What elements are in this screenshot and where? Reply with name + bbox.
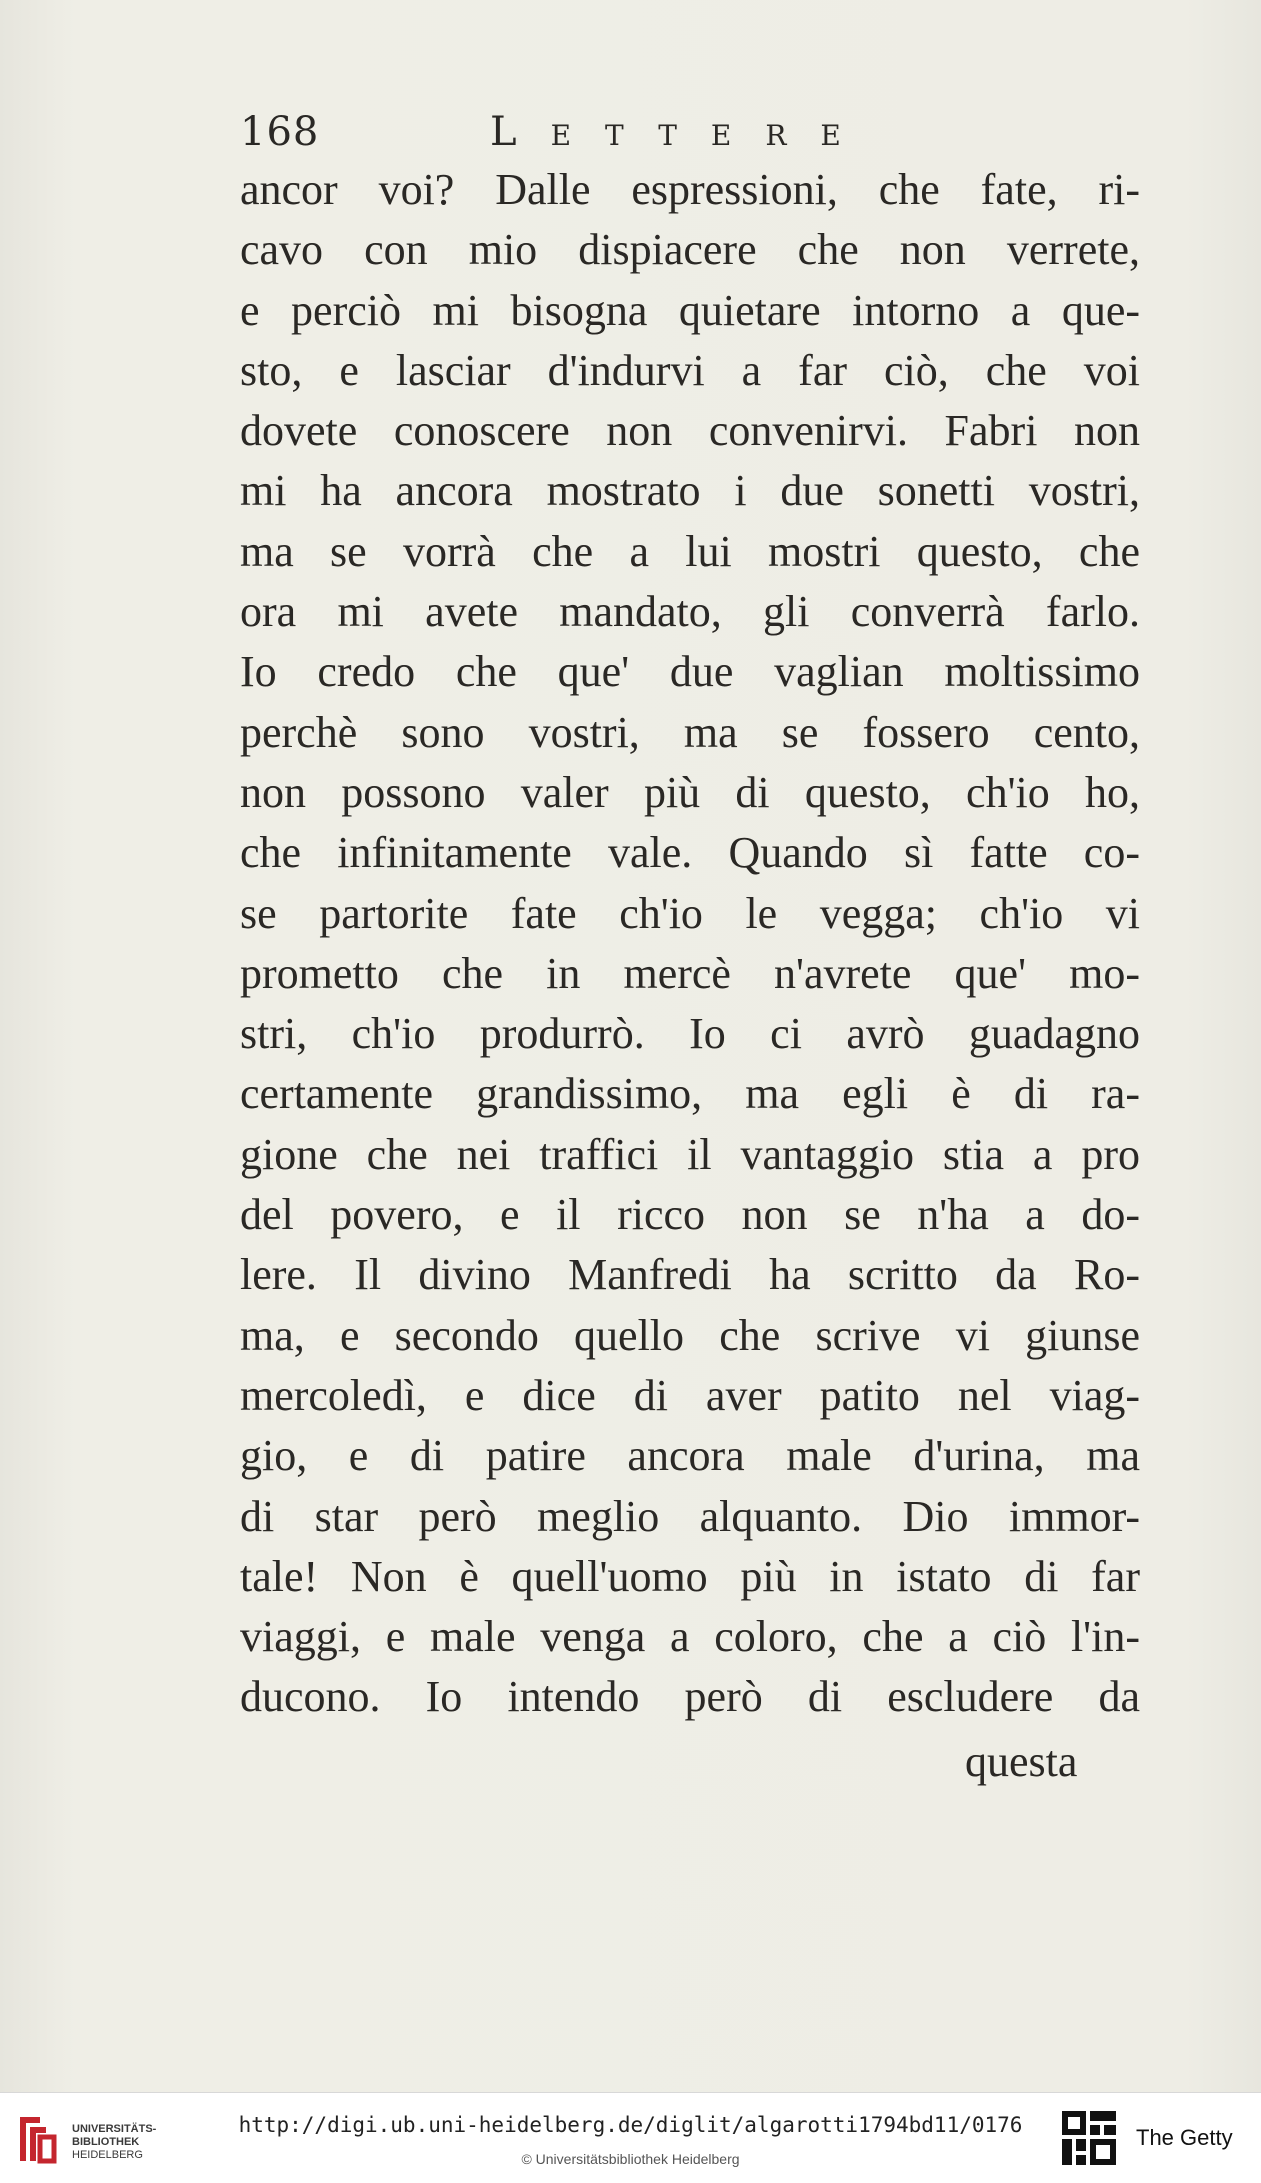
text-line: se partorite fate ch'io le vegga; ch'io vi	[240, 888, 1140, 938]
running-head	[240, 102, 1140, 162]
text-line: gione che nei traffici il vantaggio stia a pro	[240, 1129, 1140, 1179]
getty-logo[interactable]	[1060, 2109, 1250, 2167]
text-line: gio, e di patire ancora male d'urina, ma	[240, 1431, 1140, 1481]
copyright-notice: © Universitätsbibliothek Heidelberg	[521, 2151, 740, 2167]
library-name-line: HEIDELBERG	[72, 2149, 143, 2161]
partner-name: The Getty	[1136, 2125, 1233, 2150]
text-line: sto, e lasciar d'indurvi a far ciò, che voi	[240, 345, 1140, 395]
permalink-url[interactable]: http://digi.ub.uni-heidelberg.de/diglit/algarotti1794bd11/0176	[238, 2113, 1023, 2137]
text-line: mi ha ancora mostrato i due sonetti vostri,	[240, 466, 1140, 516]
getty-logo-icon	[1060, 2109, 1118, 2167]
text-line: e perciò mi bisogna quietare intorno a que-	[240, 285, 1140, 335]
text-line: viaggi, e male venga a coloro, che a ciò l'in-	[240, 1612, 1140, 1662]
text-line: del povero, e il ricco non se n'ha a do-	[240, 1190, 1140, 1240]
running-head-title: Lettere	[490, 109, 875, 155]
text-line: dovete conoscere non convenirvi. Fabri non	[240, 406, 1140, 456]
library-name-line: BIBLIOTHEK	[72, 2136, 140, 2148]
text-line: ancor voi? Dalle espressioni, che fate, ri-	[240, 165, 1140, 214]
viewer-footer	[0, 2092, 1261, 2183]
text-line: ora mi avete mandato, gli converrà farlo.	[240, 587, 1140, 637]
text-line: stri, ch'io produrrò. Io ci avrò guadagno	[240, 1009, 1140, 1059]
text-line: certamente grandissimo, ma egli è di ra-	[240, 1069, 1140, 1119]
text-line: ma, e secondo quello che scrive vi giunse	[240, 1310, 1140, 1360]
text-line: non possono valer più di questo, ch'io ho,	[240, 767, 1140, 817]
text-line: mercoledì, e dice di aver patito nel viag-	[240, 1370, 1140, 1420]
text-line: cavo con mio dispiacere che non verrete,	[240, 225, 1140, 275]
page-number: 168	[240, 109, 320, 155]
text-line: tale! Non è quell'uomo più in istato di far	[240, 1551, 1140, 1601]
text-line: perchè sono vostri, ma se fossero cento,	[240, 707, 1140, 757]
body-text	[240, 160, 1140, 1728]
text-line: Io credo che que' due vaglian moltissimo	[240, 647, 1140, 697]
text-line: che infinitamente vale. Quando sì fatte co-	[240, 828, 1140, 878]
text-line: lere. Il divino Manfredi ha scritto da Ro-	[240, 1250, 1140, 1300]
text-line: di star però meglio alquanto. Dio immor-	[240, 1491, 1140, 1541]
text-line: ma se vorrà che a lui mostri questo, che	[240, 526, 1140, 576]
catchword: questa	[965, 1737, 1078, 1786]
text-line: prometto che in mercè n'avrete que' mo-	[240, 948, 1140, 998]
text-line: ducono. Io intendo però di escludere da	[240, 1672, 1140, 1722]
library-name-line: UNIVERSITÄTS-	[72, 2123, 157, 2135]
